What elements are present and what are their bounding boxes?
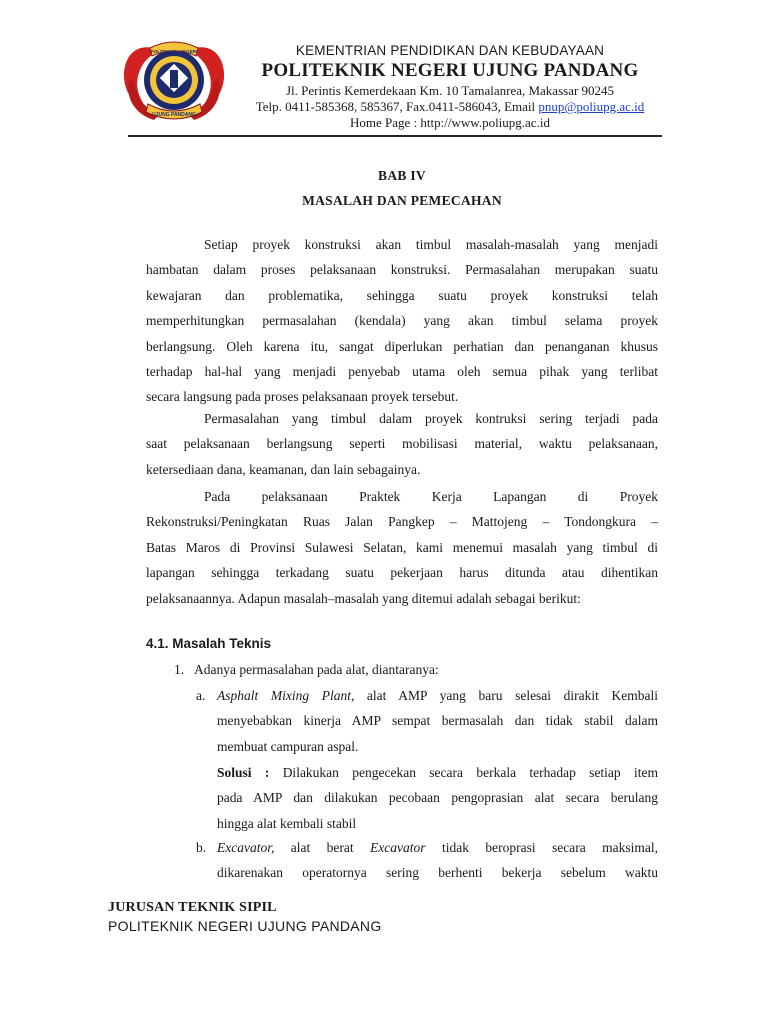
text-line: dikarenakan operatornya sering berhenti bekerja sebelum waktu [217, 865, 658, 881]
text-line: lapangan sehingga terkadang suatu pekerjaan harus ditunda atau dihentikan [146, 565, 658, 581]
chapter-title: MASALAH DAN PEMECAHAN [302, 193, 502, 208]
text-line: memperhitungkan permasalahan (kendala) yang akan timbul selama proyek [146, 313, 658, 329]
address: Jl. Perintis Kemerdekaan Km. 10 Tamalanrea, Makassar 90245 [285, 83, 615, 98]
text-line: Permasalahan yang timbul dalam proyek kontruksi sering terjadi pada [204, 411, 658, 426]
italic-term: Excavator [370, 840, 426, 855]
sublist-label: a. [196, 688, 206, 703]
logo-bottom-text: UJUNG PANDANG [152, 112, 196, 118]
text-line: hambatan dalam proses pelaksanaan konstruksi. Permasalahan merupakan suatu [146, 262, 658, 278]
contact-prefix: Telp. 0411-585368, 585367, Fax.0411-586043, Email [255, 99, 539, 114]
homepage: Home Page : http://www.poliupg.ac.id [350, 115, 550, 130]
text-line: kewajaran dan problematika, sehingga suatu proyek konstruksi telah [146, 287, 658, 303]
text-line: pelaksanaannya. Adapun masalah–masalah yang ditemui adalah sebagai berikut: [146, 590, 581, 606]
text-span: Dilakukan pengecekan secara berkala terhadap setiap item [269, 765, 658, 780]
institution-logo [120, 38, 228, 128]
text-line: pada AMP dan dilakukan pecobaan pengoprasian alat secara berulang [217, 790, 658, 806]
text-span: tidak beroprasi secara maksimal, [425, 840, 658, 855]
section-heading: 4.1. Masalah Teknis [146, 636, 272, 651]
letterhead [230, 42, 670, 131]
sublist-label: b. [196, 840, 207, 855]
text-line: berlangsung. Oleh karena itu, sangat diperlukan perhatian dan penanganan khusus [146, 338, 658, 354]
text-line: Setiap proyek konstruksi akan timbul masalah-masalah yang menjadi [204, 237, 658, 252]
text-line [217, 835, 658, 860]
text-line: saat pelaksanaan berlangsung seperti mobilisasi material, waktu pelaksanaan, [146, 436, 658, 452]
paragraph-3 [146, 484, 658, 611]
header-divider [128, 135, 662, 137]
text-line [217, 683, 658, 708]
contact-line [230, 99, 670, 115]
italic-term: Excavator, [217, 840, 275, 855]
text-line [217, 760, 658, 785]
text-line: hingga alat kembali stabil [217, 815, 357, 831]
text-line: Batas Maros di Provinsi Sulawesi Selatan, kami menemui masalah yang timbul di [146, 539, 658, 555]
list-item-text: Adanya permasalahan pada alat, diantaranya: [194, 662, 439, 677]
text-span: alat berat [274, 840, 371, 855]
solution-label: Solusi : [217, 765, 270, 780]
text-line: menyebabkan kinerja AMP sempat bermasalah dan tidak stabil dalam [217, 713, 658, 729]
text-line: Rekonstruksi/Peningkatan Ruas Jalan Pangkep – Mattojeng – Tondongkura – [146, 514, 658, 530]
paragraph-2 [146, 406, 658, 482]
paragraph-1 [146, 232, 658, 410]
text-span: , alat AMP yang baru selesai dirakit Kembali [350, 688, 658, 703]
sublist-item-a [217, 683, 658, 759]
italic-term: Asphalt Mixing Plant [217, 688, 351, 703]
text-line: Pada pelaksanaan Praktek Kerja Lapangan di Proyek [204, 489, 658, 504]
footer-institution: POLITEKNIK NEGERI UJUNG PANDANG [108, 918, 382, 934]
footer-department: JURUSAN TEKNIK SIPIL [108, 900, 277, 915]
chapter-number: BAB IV [378, 168, 426, 183]
text-line: terhadap hal-hal yang menjadi penyebab utama oleh semua pihak yang terlibat [146, 364, 658, 380]
text-line: ketersediaan dana, keamanan, dan lain sebagainya. [146, 461, 421, 477]
logo-top-text: POLITEKNIK NEGERI [150, 49, 198, 54]
sublist-item-b [217, 835, 658, 886]
list-number: 1. [174, 662, 185, 677]
email-link[interactable]: pnup@poliupg.ac.id [538, 99, 645, 114]
ministry-name: KEMENTRIAN PENDIDIKAN DAN KEBUDAYAAN [295, 43, 605, 58]
text-line: secara langsung pada proses pelaksanaan proyek tersebut. [146, 389, 459, 405]
solution-block [217, 760, 658, 836]
institution-name: POLITEKNIK NEGERI UJUNG PANDANG [261, 60, 639, 81]
text-line: membuat campuran aspal. [217, 738, 359, 754]
